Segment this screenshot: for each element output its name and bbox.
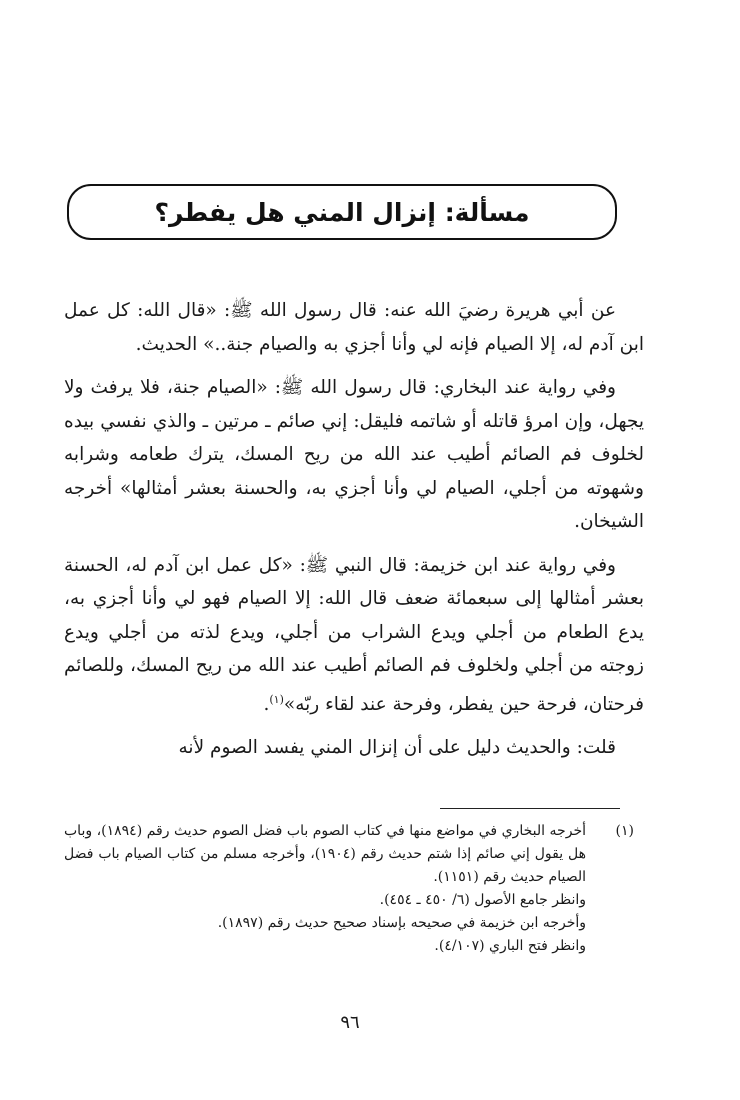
paragraph-1: عن أبي هريرة رضيَ الله عنه: قال رسول الله ﷺ: «قال الله: كل عمل ابن آدم له، إلا الصيام فإنه لي وأنا أجزي به والصيام جنة..» الحديث. [64, 300, 644, 355]
footnote-line: وأخرجه ابن خزيمة في صحيحه بإسناد صحيح حديث رقم (١٨٩٧). [217, 915, 586, 931]
title-frame [67, 184, 617, 240]
footnote-line: وانظر جامع الأصول (٦/ ٤٥٠ ـ ٤٥٤). [379, 892, 586, 908]
page-title: مسألة: إنزال المني هل يفطر؟ [154, 197, 530, 227]
paragraph-2: وفي رواية عند البخاري: قال رسول الله ﷺ: «الصيام جنة، فلا يرفث ولا يجهل، وإن امرؤ قاتله أو شاتمه فليقل: إني صائم ـ مرتين ـ والذي نفسي بيده لخلوف فم الصائم أطيب عند الله من ريح المسك، يترك طعامه وشرابه وشهوته من أجلي، الصيام لي وأنا أجزي به، والحسنة بعشر أمثالها» أخرجه الشيخان. [64, 377, 644, 532]
footnote-reference: (١) [269, 692, 284, 706]
footnote-1 [64, 820, 634, 958]
footnote-divider [440, 808, 620, 809]
footnote-number: (١) [615, 823, 634, 839]
footnote-line: وانظر فتح الباري (٤/١٠٧). [434, 938, 586, 954]
paragraph-3-text: وفي رواية عند ابن خزيمة: قال النبي ﷺ: «كل عمل ابن آدم له، الحسنة بعشر أمثالها إلى سبعمائة ضعف قال الله: إلا الصيام فهو لي وأنا أجزي به، يدع الطعام من أجلي ويدع الشراب من أجلي، ويدع لذته من أجلي ويدع زوجته من أجلي ولخلوف فم الصائم أطيب عند الله من ريح المسك، وللصائم فرحتان، فرحة حين يفطر، وفرحة عند لقاء ربّه» [64, 554, 644, 715]
footnote-text [64, 820, 586, 958]
footnote-line: أخرجه البخاري في مواضع منها في كتاب الصوم باب فضل الصوم حديث رقم (١٨٩٤)، وباب هل يقول إني صائم إذا شتم حديث رقم (١٩٠٤)، وأخرجه مسلم من كتاب الصيام باب فضل الصيام حديث رقم (١١٥١). [64, 823, 587, 885]
paragraph-4: قلت: والحديث دليل على أن إنزال المني يفسد الصوم لأنه [178, 737, 616, 759]
paragraph-3: وفي رواية عند ابن خزيمة: قال النبي ﷺ: «كل عمل ابن آدم له، الحسنة بعشر أمثالها إلى سبعمائة ضعف قال الله: إلا الصيام فهو لي وأنا أجزي به، يدع الطعام من أجلي ويدع الشراب من أجلي، ويدع لذته من أجلي ويدع زوجته من أجلي ولخلوف فم الصائم أطيب عند الله من ريح المسك، وللصائم فرحتان، فرحة حين يفطر، وفرحة عند لقاء ربّه»$^{(١)}$. [64, 554, 644, 715]
body-text [64, 294, 644, 775]
footnotes [64, 820, 634, 958]
page-number: ٩٦ [340, 1012, 360, 1033]
